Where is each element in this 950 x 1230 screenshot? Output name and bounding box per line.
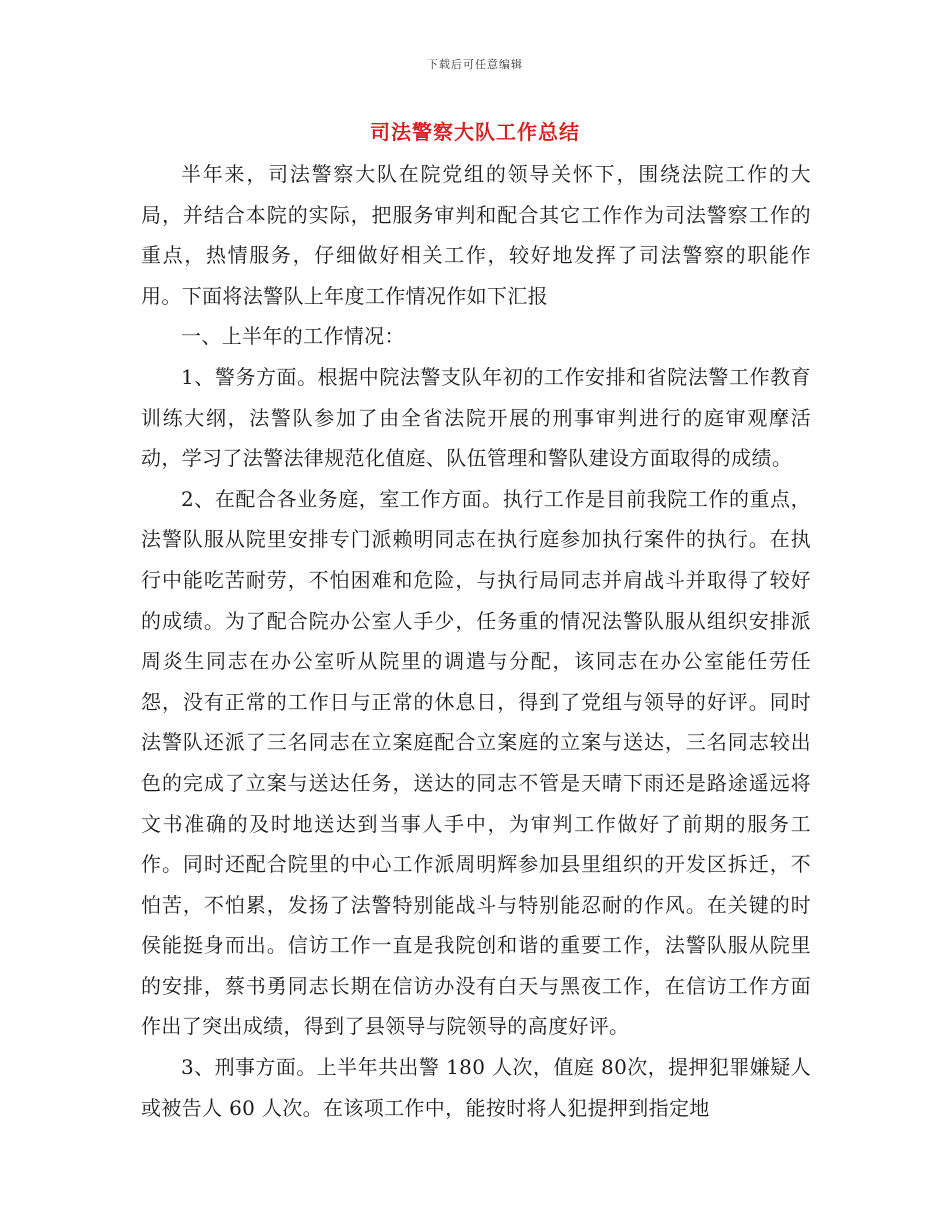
paragraph-intro: 半年来，司法警察大队在院党组的领导关怀下，围绕法院工作的大局，并结合本院的实际，把服务审判和配合其它工作作为司法警察工作的重点，热情服务，仔细做好相关工作，较好地发挥了司法警察的职能作用。下面将法警队上年度工作情况作如下汇报 (141, 162, 811, 308)
paragraph-police-affairs: 1、警务方面。根据中院法警支队年初的工作安排和省院法警工作教育训练大纲，法警队参加了由全省法院开展的刑事审判进行的庭审观摩活动，学习了法警法律规范化值庭、队伍管理和警队建设方面取得的成绩。 (141, 364, 811, 471)
header-note: 下载后可任意编辑 (427, 58, 523, 71)
paragraph-cooperation: 2、在配合各业务庭，室工作方面。执行工作是目前我院工作的重点，法警队服从院里安排专门派赖明同志在执行庭参加执行案件的执行。在执行中能吃苦耐劳，不怕困难和危险，与执行局同志并肩战斗并取得了较好的成绩。为了配合院办公室人手少，任务重的情况法警队服从组织安排派周炎生同志在办公室听从院里的调遣与分配，该同志在办公室能任劳任怨，没有正常的工作日与正常的休息日，得到了党组与领导的好评。同时法警队还派了三名同志在立案庭配合立案庭的立案与送达，三名同志较出色的完成了立案与送达任务，送达的同志不管是天晴下雨还是路途遥远将文书准确的及时地送达到当事人手中，为审判工作做好了前期的服务工作。同时还配合院里的中心工作派周明辉参加县里组织的开发区拆迁，不怕苦，不怕累，发扬了法警特别能战斗与特别能忍耐的作风。在关键的时侯能挺身而出。信访工作一直是我院创和谐的重要工作，法警队服从院里的安排，蔡书勇同志长期在信访办没有白天与黑夜工作，在信访工作方面作出了突出成绩，得到了县领导与院领导的高度好评。 (141, 486, 811, 1039)
document-body (141, 154, 811, 1128)
paragraph-section-heading: 一、上半年的工作情况： (181, 324, 405, 349)
document-title: 司法警察大队工作总结 (370, 120, 580, 144)
paragraph-criminal: 3、刑事方面。上半年共出警 180 人次，值庭 80次，提押犯罪嫌疑人或被告人 60 人次。在该项工作中，能按时将人犯提押到指定地 (141, 1055, 811, 1120)
